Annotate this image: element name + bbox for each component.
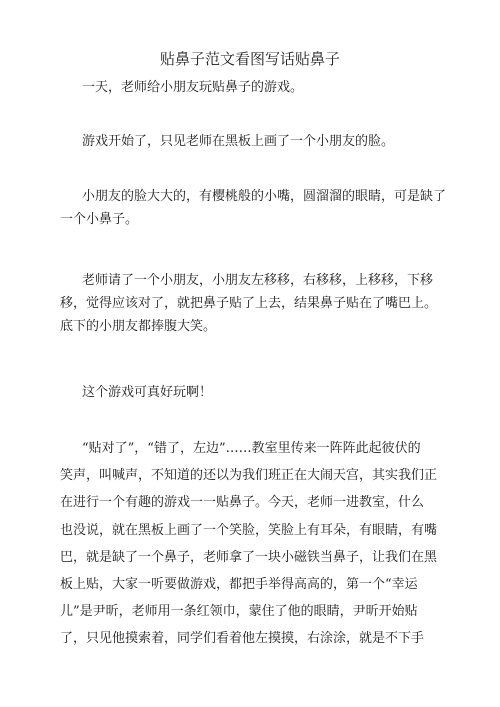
paragraph-line: 游戏开始了，只见老师在黑板上画了一个小朋友的脸。 [82, 134, 395, 149]
paragraph-6 [60, 435, 450, 653]
paragraph-line: 笑声，叫喊声，不知道的还以为我们班正在大闹天宫，其实我们正 [60, 468, 438, 484]
paragraph-line: “贴对了”，“错了，左边”……教室里传来一阵阵此起彼伏的 [82, 441, 421, 456]
paragraph-line: 老师请了一个小朋友，小朋友左移移，右移移，上移移，下移 [82, 273, 434, 288]
paragraph-line: 一天，老师给小朋友玩贴鼻子的游戏。 [82, 80, 304, 95]
paragraph-3 [60, 185, 450, 231]
paragraph-line: 儿”是尹昕，老师用一条红领巾，蒙住了他的眼睛，尹昕开始贴 [60, 604, 418, 620]
paragraph-4 [60, 269, 450, 338]
paragraph-line: 了，只见他摸索着，同学们看着他左摸摸，右涂涂，就是不下手 [60, 631, 425, 647]
paragraph-line: 底下的小朋友都捧腹大笑。 [60, 319, 217, 334]
paragraph-line: 在进行一个有趣的游戏一一贴鼻子。今天，老师一进教室，什么 [60, 495, 425, 511]
paragraph-line: 移，觉得应该对了，就把鼻子贴了上去，结果鼻子贴在了嘴巴上。 [60, 296, 438, 311]
document-title: 贴鼻子范文看图写话贴鼻子 [159, 50, 340, 68]
paragraph-line: 巴，就是缺了一个鼻子，老师拿了一块小磁铁当鼻子，让我们在黑 [60, 549, 438, 565]
paragraph-line: 小朋友的脸大大的，有樱桃般的小嘴，圆溜溜的眼睛，可是缺了 [82, 189, 447, 204]
paragraph-line: 这个游戏可真好玩啊！ [82, 385, 213, 400]
paragraph-1 [60, 76, 450, 99]
paragraph-line: 一个小鼻子。 [60, 212, 139, 227]
paragraph-line: 也没说，就在黑板上画了一个笑脸，笑脸上有耳朵，有眼睛，有嘴 [60, 522, 438, 538]
paragraph-2 [60, 130, 450, 153]
paragraph-line: 板上贴，大家一听要做游戏，都把手举得高高的，第一个“幸运 [60, 577, 418, 593]
paragraph-5 [60, 381, 450, 404]
